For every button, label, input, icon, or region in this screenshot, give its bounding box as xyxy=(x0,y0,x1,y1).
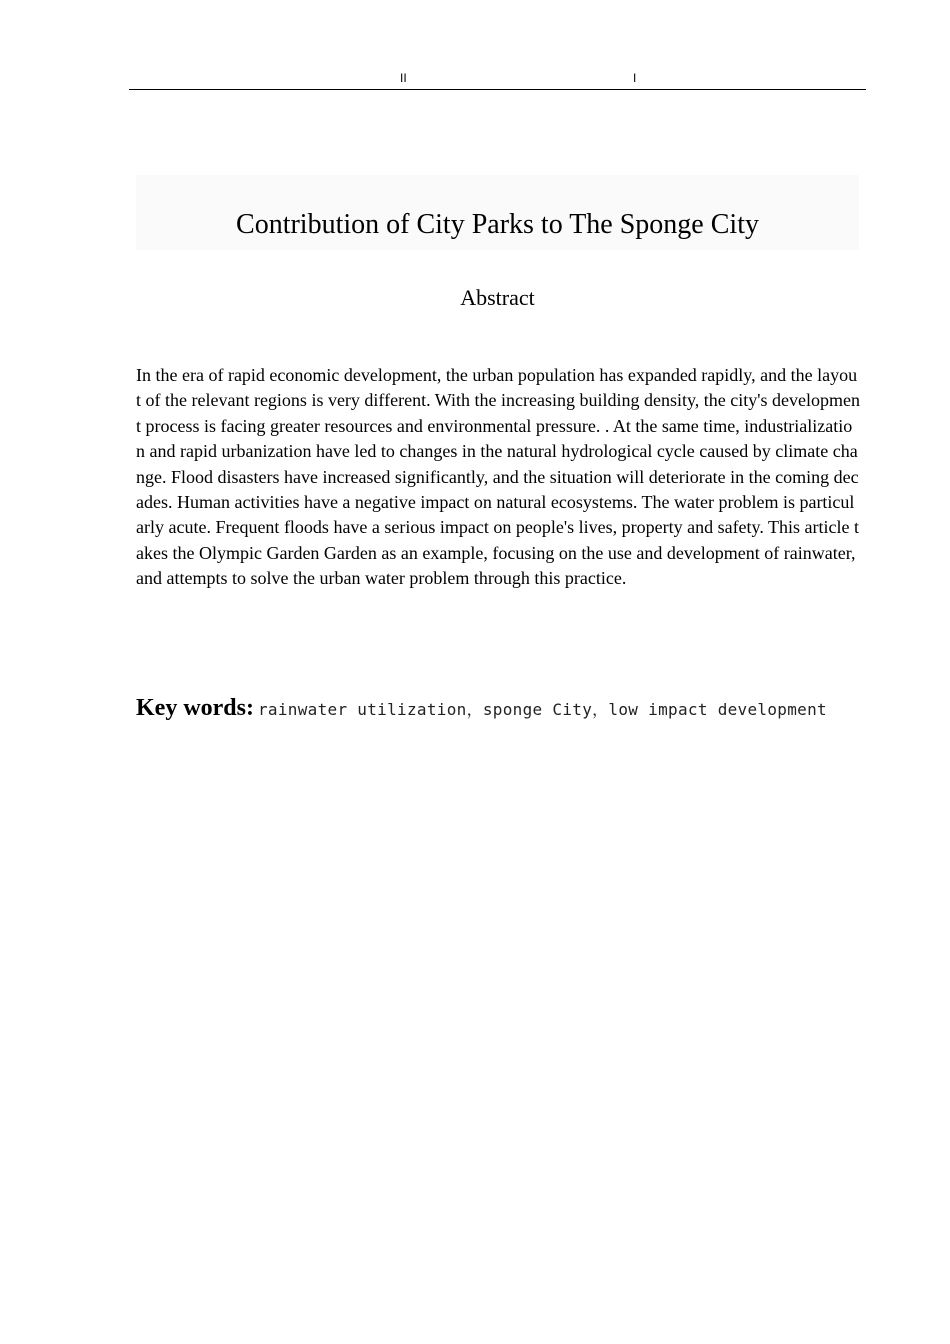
running-header xyxy=(129,68,866,90)
header-mark-left: II xyxy=(400,71,407,85)
keywords-line xyxy=(136,692,860,724)
abstract-body: In the era of rapid economic development, the urban population has expanded rapidly, and the layout of the relevant regions is very different. With the increasing building density, the city's development process is facing greater resources and environmental pressure. . At the same time, industrialization and rapid urbanization have led to changes in the natural hydrological cycle caused by climate change. Flood disasters have increased significantly, and the situation will deteriorate in the coming decades. Human activities have a negative impact on natural ecosystems. The water problem is particularly acute. Frequent floods have a serious impact on people's lives, property and safety. This article takes the Olympic Garden Garden as an example, focusing on the use and development of rainwater, and attempts to solve the urban water problem through this practice. xyxy=(136,365,860,589)
keywords-label: Key words: xyxy=(136,695,254,721)
header-mark-right: I xyxy=(633,71,637,85)
paper-title: Contribution of City Parks to The Sponge City xyxy=(236,209,759,240)
keywords-values: rainwater utilization，sponge City，low impact development xyxy=(257,700,827,719)
abstract-heading: Abstract xyxy=(460,285,535,310)
